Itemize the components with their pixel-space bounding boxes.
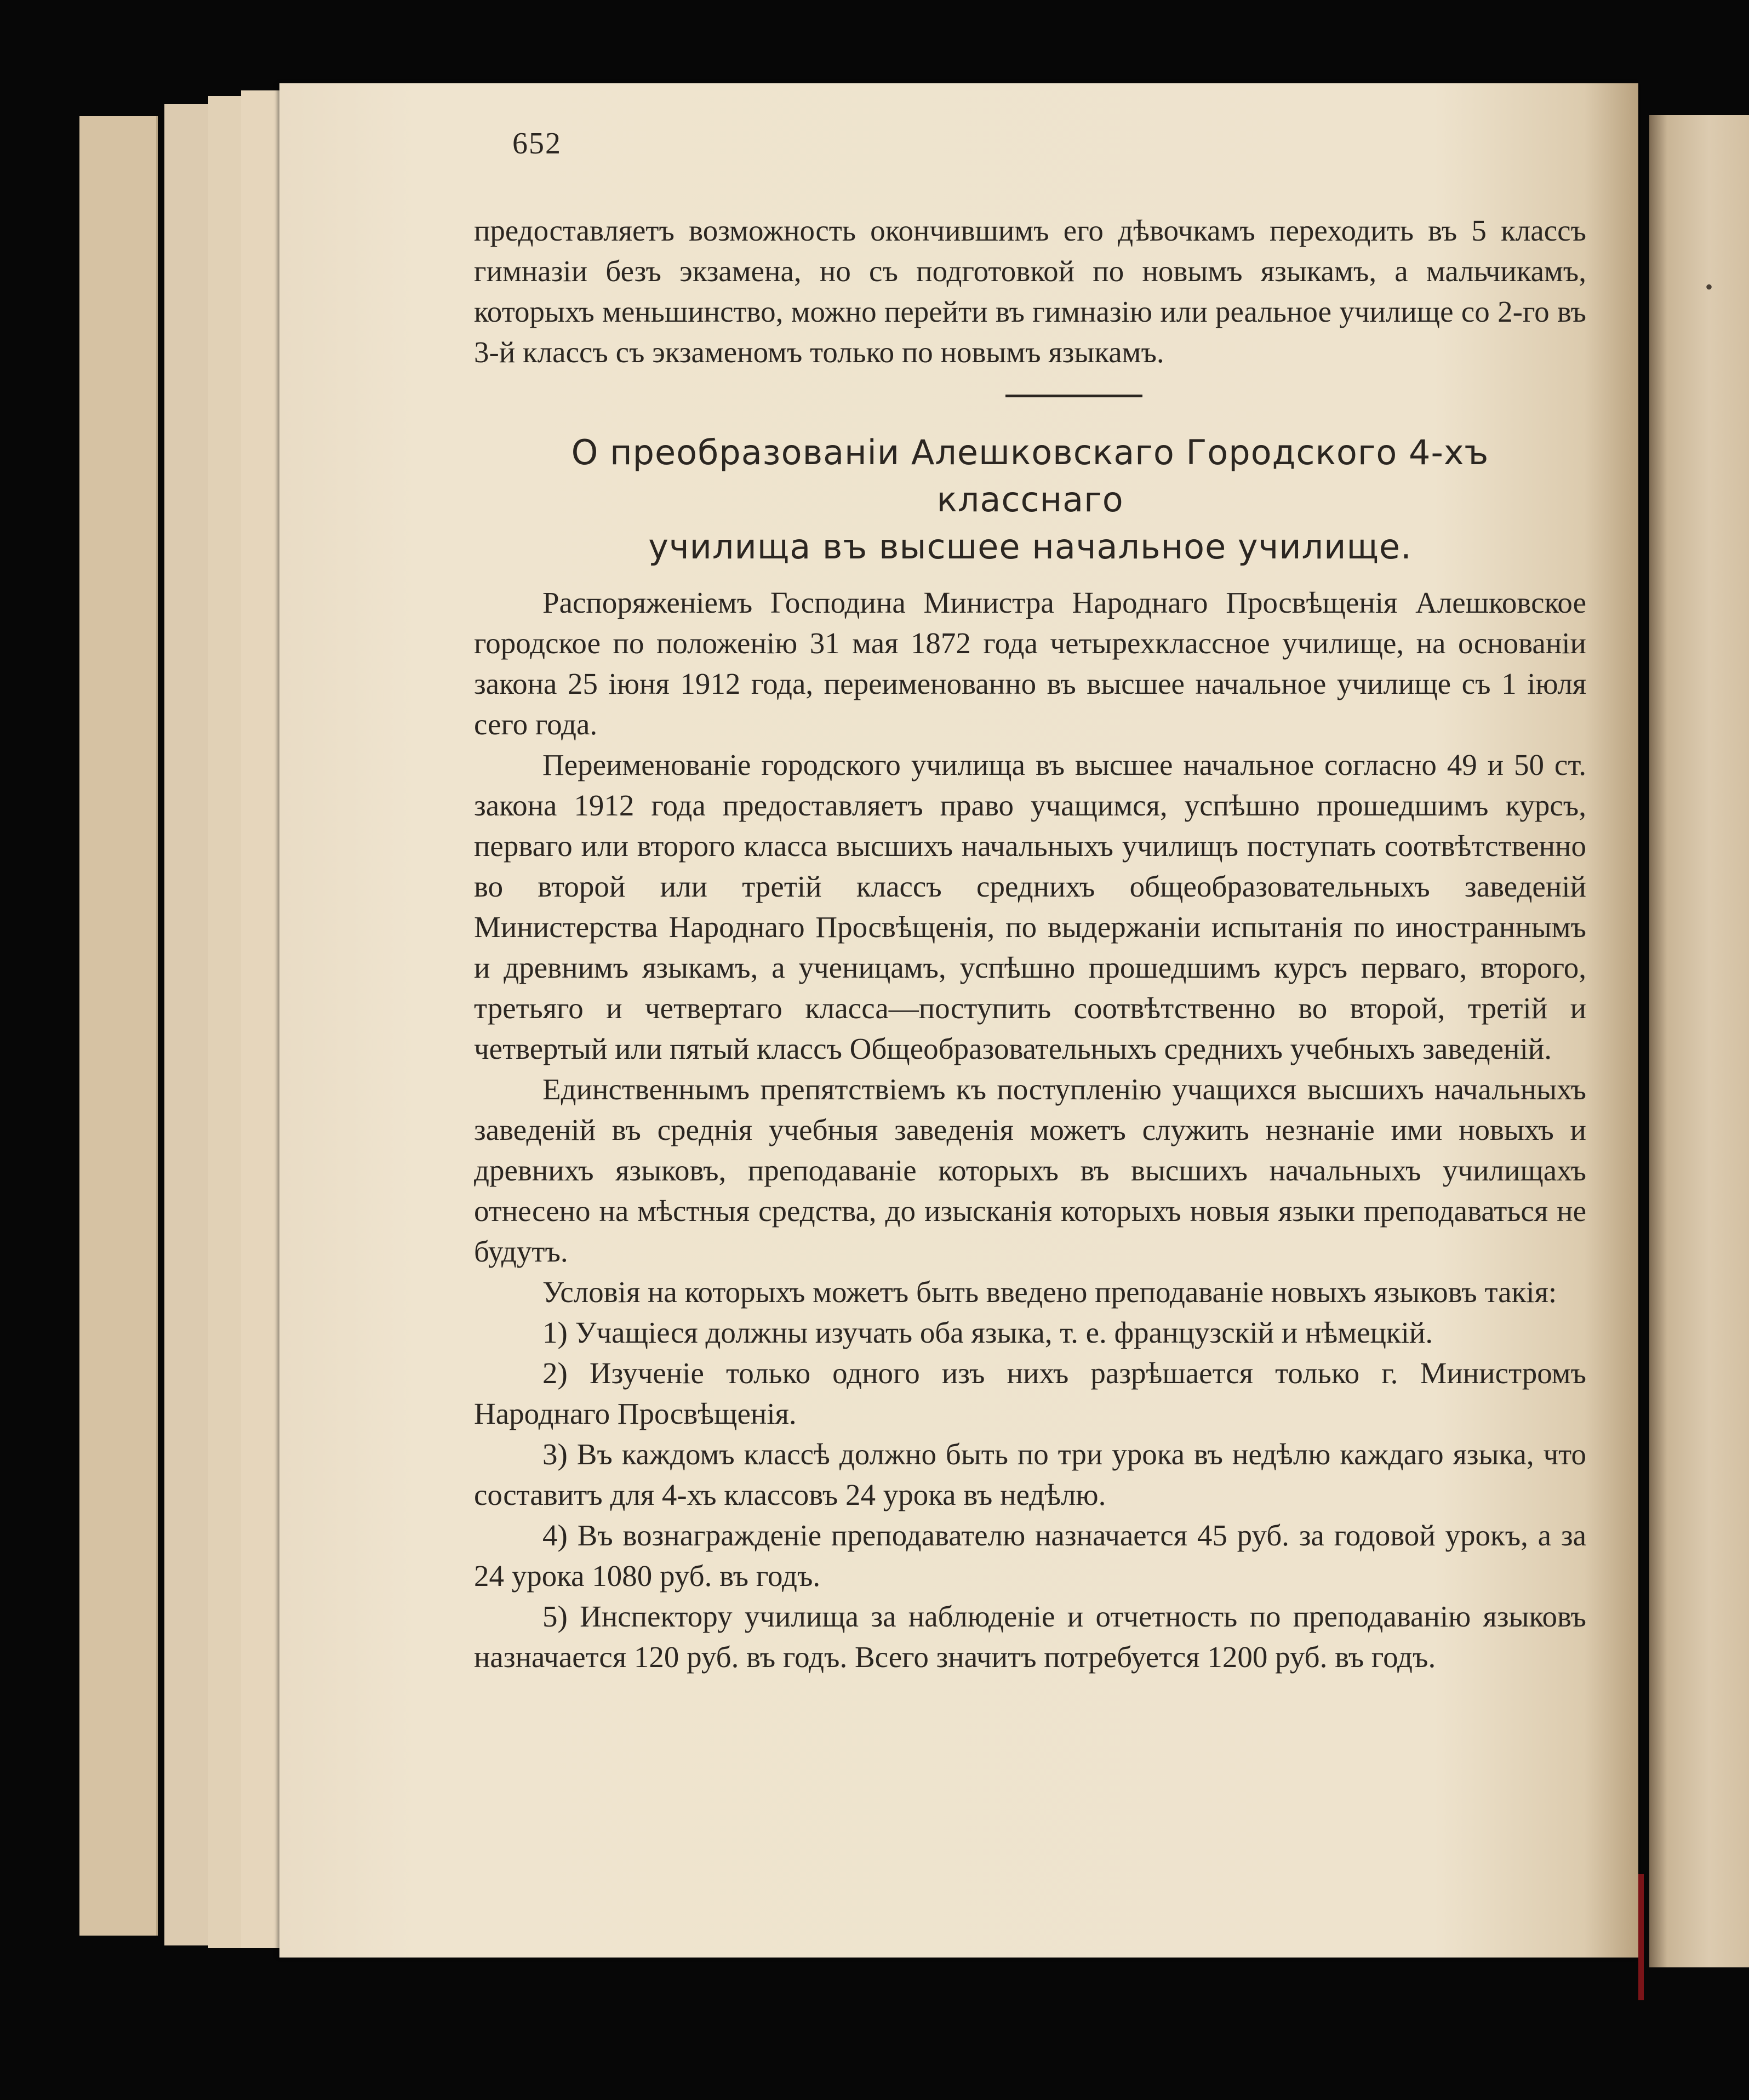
body-paragraph: Единственнымъ препятствiемъ къ поступленiю учащихся высшихъ начальныхъ заведенiй въ среднiя учебныя заведенiя можетъ служить незнанiе ими новыхъ и древнихъ языковъ, преподаванiе которыхъ въ высшихъ начальныхъ училищахъ отнесено на мѣстныя средства, до изысканiя которыхъ новыя языки преподаваться не будутъ. — [474, 1072, 1586, 1268]
body-paragraph: Условiя на которыхъ можетъ быть введено преподаванiе новыхъ языковъ такiя: — [542, 1275, 1557, 1309]
section-heading-line-1: О преобразованiи Алешковскаго Городского 4-хъ класснаго — [571, 432, 1489, 520]
intro-paragraph: предоставляетъ возможность окончившимъ его дѣвочкамъ переходить въ 5 классъ гимназiи безъ экзамена, но съ подготовкой по новымъ языкамъ, а мальчикамъ, которыхъ меньшинство, можно перейти въ гимназiю или реальное училище со 2-го въ 3-й классъ съ экзаменомъ только по новымъ языкамъ. — [474, 214, 1586, 369]
bookmark-ribbon — [1638, 1874, 1644, 2000]
page-number: 652 — [512, 127, 562, 161]
facing-page-edge — [1649, 115, 1749, 1967]
page-content — [474, 126, 1586, 1677]
facing-page-mark: • — [1705, 275, 1713, 299]
body-paragraph: Распоряженiемъ Господина Министра Народнаго Просвѣщенiя Алешковское городское по положенiю 31 мая 1872 года четырехклассное училище, на основанiи закона 25 iюня 1912 года, переименованно въ высшее начальное училище съ 1 iюля сего года. — [474, 586, 1586, 741]
condition-item-5: 5) Инспектору училища за наблюденiе и отчетность по преподаванiю языковъ назначается 120 руб. въ годъ. Всего значитъ потребуется 1200 руб. въ годъ. — [474, 1600, 1586, 1674]
section-heading-line-2: училища въ высшее начальное училище. — [648, 527, 1412, 567]
condition-item-4: 4) Въ вознагражденiе преподавателю назначается 45 руб. за годовой урокъ, а за 24 урока 1080 руб. въ годъ. — [474, 1519, 1586, 1593]
condition-item-2: 2) Изученiе только одного изъ нихъ разрѣшается только г. Министромъ Народнаго Просвѣщенiя. — [474, 1356, 1586, 1430]
page-stack-edge — [241, 90, 281, 1948]
body-paragraph: Переименованiе городского училища въ высшее начальное согласно 49 и 50 ст. закона 1912 года предоставляетъ право учащимся, успѣшно прошедшимъ курсъ, перваго или второго класса высшихъ начальныхъ училищъ поступать соотвѣтственно во второй или третiй классъ среднихъ общеобразовательныхъ заведенiй Министерства Народнаго Просвѣщенiя, по выдержанiи испытанiя по иностраннымъ и древнимъ языкамъ, а ученицамъ, успѣшно прошедшимъ курсъ перваго, второго, третьяго и четвертаго класса—поступить соотвѣтственно во второй, третiй и четвертый или пятый классъ Общеобразовательныхъ среднихъ учебныхъ заведенiй. — [474, 748, 1586, 1065]
condition-item-3: 3) Въ каждомъ классѣ должно быть по три урока въ недѣлю каждаго языка, что составитъ для 4-хъ классовъ 24 урока въ недѣлю. — [474, 1437, 1586, 1511]
section-divider — [1005, 395, 1142, 397]
condition-item-1: 1) Учащiеся должны изучать оба языка, т. е. французскiй и нѣмецкiй. — [542, 1316, 1433, 1349]
page-stack-edge — [79, 116, 158, 1936]
section-heading — [474, 429, 1586, 570]
